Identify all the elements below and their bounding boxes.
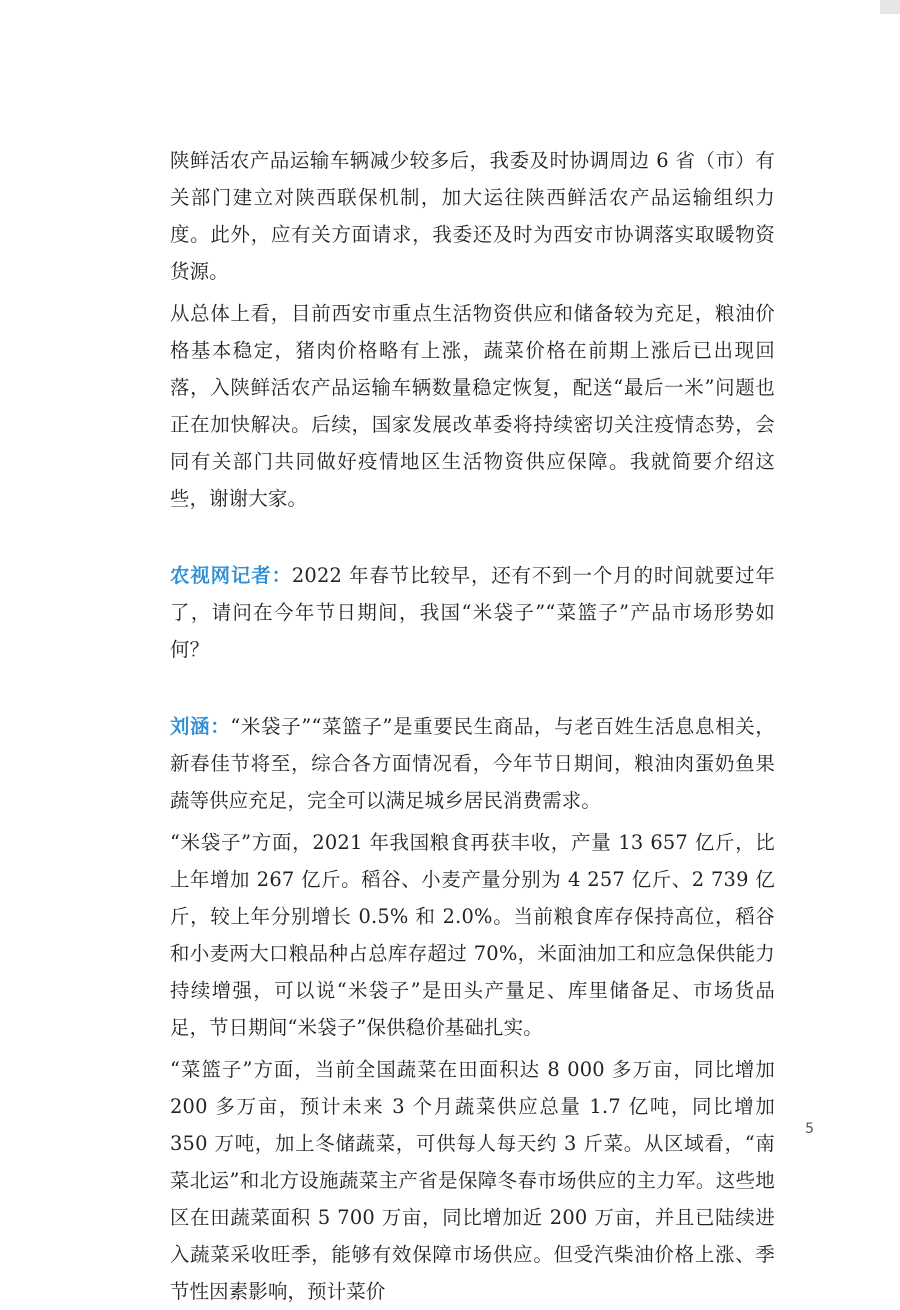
page-number: 5 [805,1121,814,1137]
paragraph-summary [170,295,775,517]
paragraph-answer [170,708,775,819]
paragraph-text: 2022 年春节比较早，还有不到一个月的时间就要过年了，请问在今年节日期间，我国“米袋子”“菜篮子”产品市场形势如何？ [170,564,775,661]
speaker-label: 农视网记者： [170,564,292,587]
document-body [170,142,775,1310]
paragraph-text: “米袋子”“菜篮子”是重要民生商品，与老百姓生活息息相关，新春佳节将至，综合各方面情况看，今年节日期间，粮油肉蛋奶鱼果蔬等供应充足，完全可以满足城乡居民消费需求。 [170,715,775,812]
paragraph-coordination [170,142,775,290]
paragraph-question [170,557,775,668]
paragraph-text: “米袋子”方面，2021 年我国粮食再获丰收，产量 13 657 亿斤，比上年增加 267 亿斤。稻谷、小麦产量分别为 4 257 亿斤、2 739 亿斤，较上年分别增长 0.5% 和 2.0%。当前粮食库存保持高位，稻谷和小麦两大口粮品种占总库存超过 70%，米面油加工和应急保供能力持续增强，可以说“米袋子”是田头产量足、库里储备足、市场货品足，节日期间“米袋子”保供稳价基础扎实。 [170,831,775,1039]
speaker-label: 刘涵： [170,715,231,738]
paragraph-text: 陕鲜活农产品运输车辆减少较多后，我委及时协调周边 6 省（市）有关部门建立对陕西联保机制，加大运往陕西鲜活农产品运输组织力度。此外，应有关方面请求，我委还及时为西安市协调落实取暖物资货源。 [170,149,775,283]
paragraph-vegetable-basket [170,1051,775,1310]
paragraph-text: “菜篮子”方面，当前全国蔬菜在田面积达 8 000 多万亩，同比增加 200 多万亩，预计未来 3 个月蔬菜供应总量 1.7 亿吨，同比增加 350 万吨，加上冬储蔬菜，可供每人每天约 3 斤菜。从区域看，“南菜北运”和北方设施蔬菜主产省是保障冬春市场供应的主力军。这些地区在田蔬菜面积 5 700 万亩，同比增加近 200 万亩，并且已陆续进入蔬菜采收旺季，能够有效保障市场供应。但受汽柴油价格上涨、季节性因素影响，预计菜价 [170,1058,775,1303]
corner-mark [880,0,900,14]
paragraph-rice-bag [170,824,775,1046]
paragraph-text: 从总体上看，目前西安市重点生活物资供应和储备较为充足，粮油价格基本稳定，猪肉价格略有上涨，蔬菜价格在前期上涨后已出现回落，入陕鲜活农产品运输车辆数量稳定恢复，配送“最后一米”问题也正在加快解决。后续，国家发展改革委将持续密切关注疫情态势，会同有关部门共同做好疫情地区生活物资供应保障。我就简要介绍这些，谢谢大家。 [170,302,775,510]
